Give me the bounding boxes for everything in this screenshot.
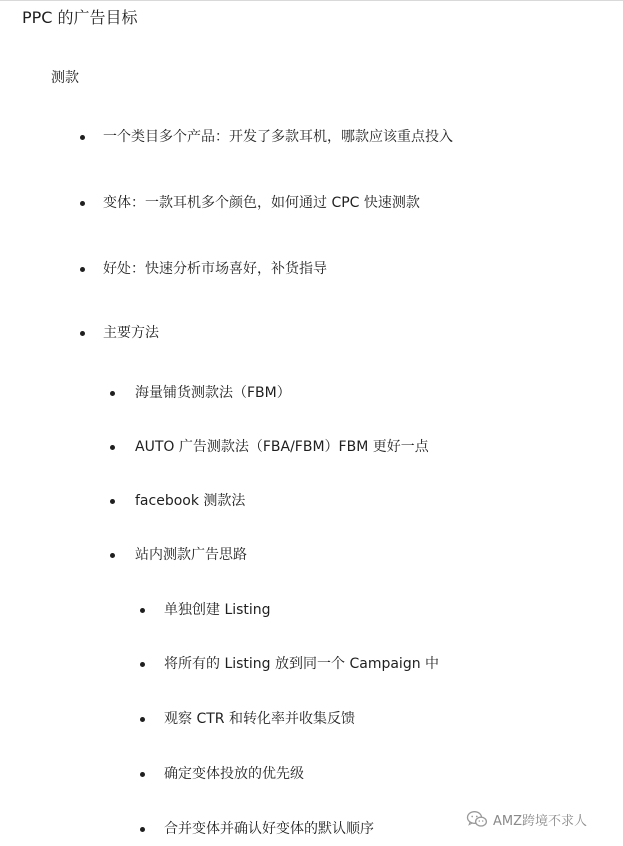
wechat-icon: [466, 810, 488, 828]
bullet-icon: [110, 445, 115, 450]
list-item-level2: 站内测款广告思路: [135, 547, 247, 563]
page-title: PPC 的广告目标: [22, 8, 138, 27]
bullet-icon: [110, 391, 115, 396]
list-item-level3: 单独创建 Listing: [164, 602, 271, 618]
list-item-level3: 将所有的 Listing 放到同一个 Campaign 中: [164, 656, 440, 672]
list-item-level1: 一个类目多个产品：开发了多款耳机，哪款应该重点投入: [103, 129, 453, 145]
bullet-icon: [140, 608, 145, 613]
list-item-level3: 观察 CTR 和转化率并收集反馈: [164, 711, 355, 727]
list-item-level1: 好处：快速分析市场喜好，补货指导: [103, 261, 327, 277]
bullet-icon: [80, 267, 85, 272]
bullet-icon: [110, 499, 115, 504]
watermark-text: AMZ跨境不求人: [493, 813, 588, 829]
bullet-icon: [140, 772, 145, 777]
bullet-icon: [140, 662, 145, 667]
list-item-level1: 主要方法: [103, 325, 159, 341]
list-item-level2: 海量铺货测款法（FBM）: [135, 385, 291, 401]
bullet-icon: [140, 717, 145, 722]
list-item-level2: AUTO 广告测款法（FBA/FBM）FBM 更好一点: [135, 439, 429, 455]
bullet-icon: [140, 827, 145, 832]
section-heading: 测款: [51, 70, 79, 86]
list-item-level1: 变体：一款耳机多个颜色，如何通过 CPC 快速测款: [103, 195, 420, 211]
watermark: [466, 808, 587, 830]
list-item-level3: 合并变体并确认好变体的默认顺序: [164, 821, 374, 837]
bullet-icon: [80, 331, 85, 336]
top-divider: [0, 0, 623, 1]
list-item-level2: facebook 测款法: [135, 493, 246, 509]
list-item-level3: 确定变体投放的优先级: [164, 766, 304, 782]
bullet-icon: [80, 135, 85, 140]
bullet-icon: [80, 201, 85, 206]
bullet-icon: [110, 553, 115, 558]
